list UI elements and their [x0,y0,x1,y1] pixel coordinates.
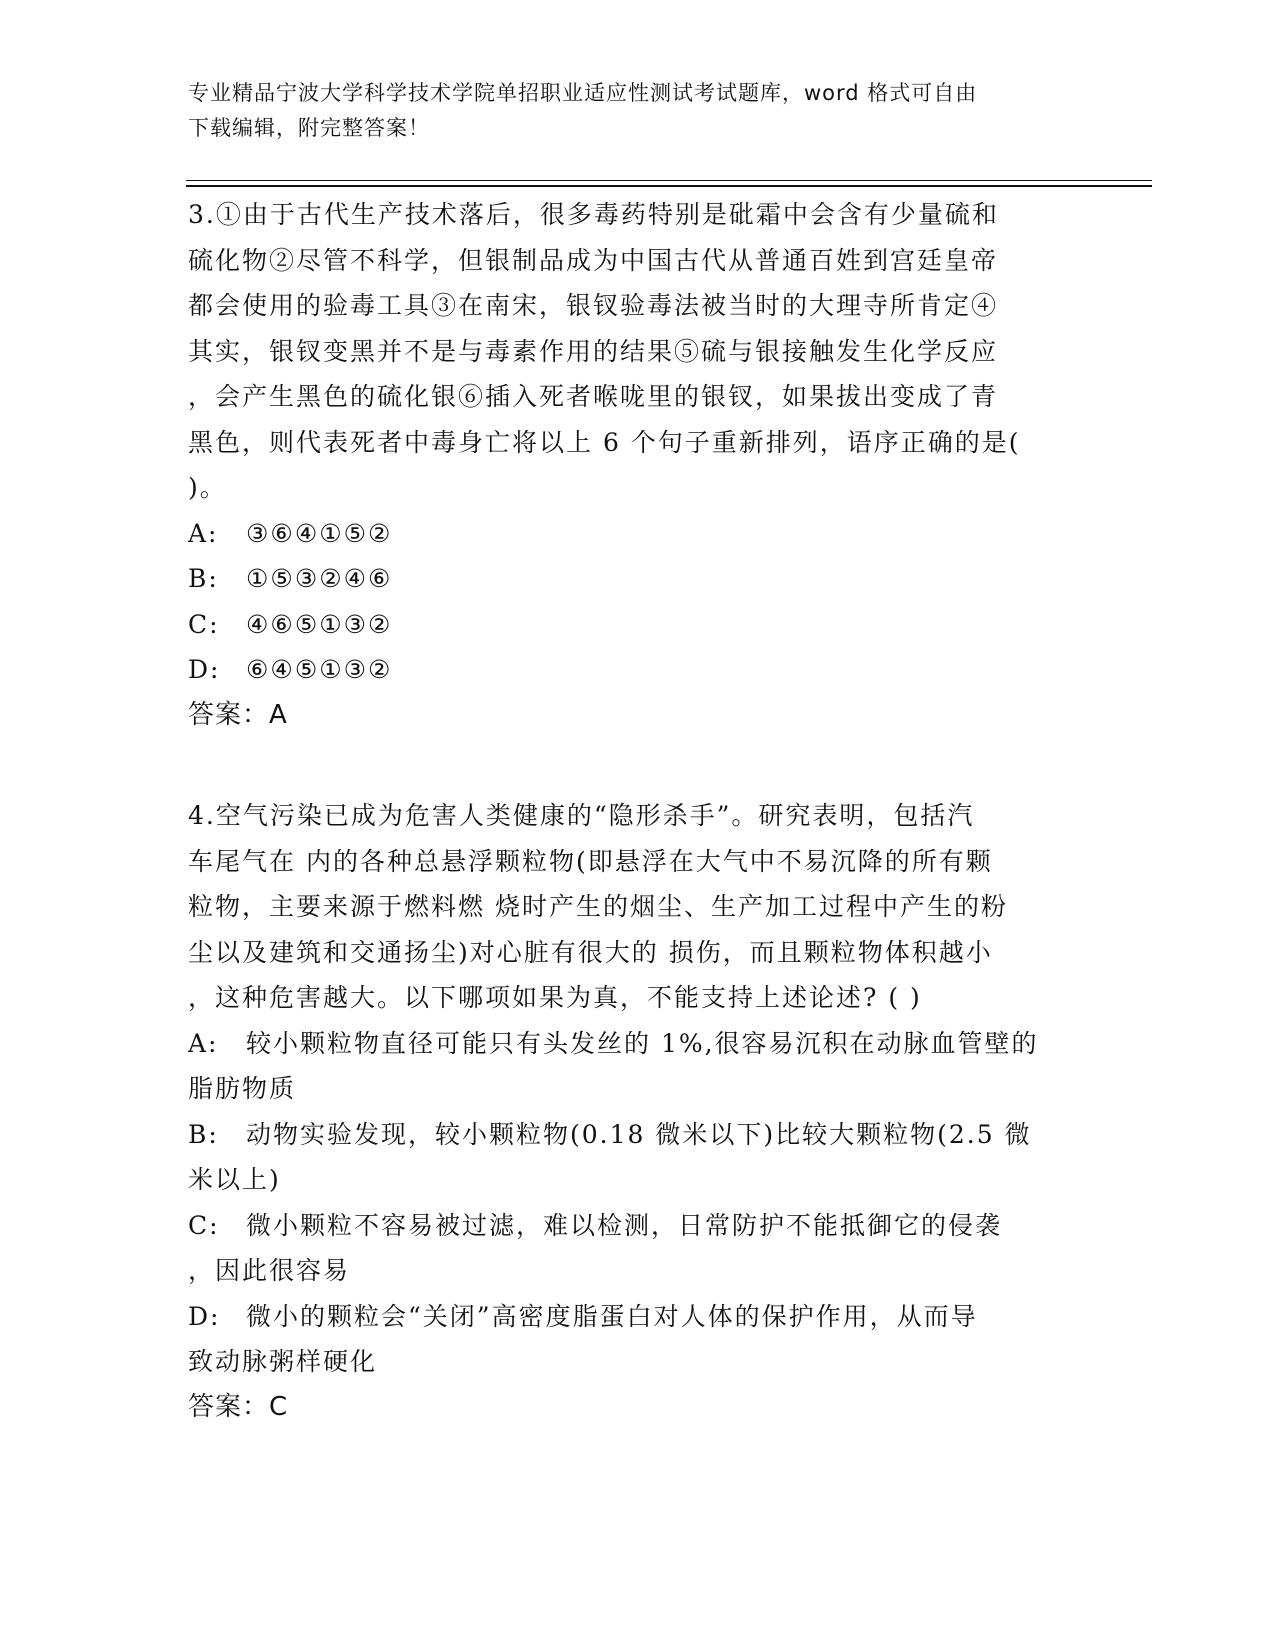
header-divider [186,185,1152,187]
option-text: 动物实验发现，较小颗粒物(0.18 微米以下)比较大颗粒物(2.5 微 [246,1119,1032,1149]
question-text-line: )。 [188,473,227,502]
question-4 [188,793,1088,1430]
question-text-line: 硫化物②尽管不科学，但银制品成为中国古代从普通百姓到宫廷皇帝 [188,245,999,275]
question-text-line: 都会使用的验毒工具③在南宋，银钗验毒法被当时的大理寺所肯定④ [188,291,999,320]
option-b [188,556,1088,602]
option-text: ③⑥④①⑤② [246,518,393,548]
option-c [188,602,1088,648]
question-text-line: ，会产生黑色的硫化银⑥插入死者喉咙里的银钗，如果拔出变成了青 [188,382,999,411]
question-text-line: 尘以及建筑和交通扬尘)对心脏有很大的 损伤，而且颗粒物体积越小 [188,937,993,967]
option-text: ⑥④⑤①③② [246,655,393,684]
option-label: D: [188,655,221,684]
question-list [188,192,1088,1430]
header-divider [186,180,1152,181]
option-text: ④⑥⑤①③② [246,609,393,639]
option-text: 微小颗粒不容易被过滤，难以检测，日常防护不能抵御它的侵袭 [246,1210,1003,1240]
question-3 [188,192,1088,738]
option-label: B: [188,1119,219,1149]
answer-line: 答案：C [188,1391,289,1422]
answer-line: 答案：A [188,699,288,730]
option-b [188,1112,1088,1203]
option-text: ①⑤③②④⑥ [246,564,393,593]
option-a [188,511,1088,557]
question-text-line: 其实，银钗变黑并不是与毒素作用的结果⑤硫与银接触发生化学反应 [188,336,999,366]
option-text-continued: 脂肪物质 [188,1074,297,1103]
question-text-line: 3.①由于古代生产技术落后，很多毒药特别是砒霜中会含有少量硫和 [188,200,999,229]
option-a [188,1021,1088,1112]
option-text-continued: 致动脉粥样硬化 [188,1347,378,1376]
question-text-line: 车尾气在 内的各种总悬浮颗粒物(即悬浮在大气中不易沉降的所有颗 [188,846,993,876]
option-label: C: [188,609,220,639]
option-label: A: [188,518,219,548]
option-label: D: [188,1301,221,1331]
question-text-line: ，这种危害越大。以下哪项如果为真，不能支持上述论述? ( ) [188,983,922,1012]
option-text: 较小颗粒物直径可能只有头发丝的 1%,很容易沉积在动脉血管壁的 [246,1028,1039,1058]
question-text-line: 粒物，主要来源于燃料燃 烧时产生的烟尘、生产加工过程中产生的粉 [188,892,1008,921]
question-spacer [188,738,1088,793]
option-label: B: [188,564,219,593]
option-text: 微小的颗粒会“关闭”高密度脂蛋白对人体的保护作用，从而导 [246,1301,978,1331]
option-text-continued: 米以上) [188,1165,281,1194]
option-d [188,647,1088,693]
question-text-line: 4.空气污染已成为危害人类健康的“隐形杀手”。研究表明，包括汽 [188,801,975,830]
header-line: 下载编辑，附完整答案！ [188,116,430,140]
option-label: A: [188,1028,219,1058]
option-label: C: [188,1210,220,1240]
option-c [188,1203,1088,1294]
option-text-continued: ，因此很容易 [188,1256,351,1285]
option-d [188,1294,1088,1385]
question-text-line: 黑色，则代表死者中毒身亡将以上 6 个句子重新排列，语序正确的是( [188,427,1021,457]
document-header [188,76,1088,146]
header-line: 专业精品宁波大学科学技术学院单招职业适应性测试考试题库，word 格式可自由 [188,81,978,105]
